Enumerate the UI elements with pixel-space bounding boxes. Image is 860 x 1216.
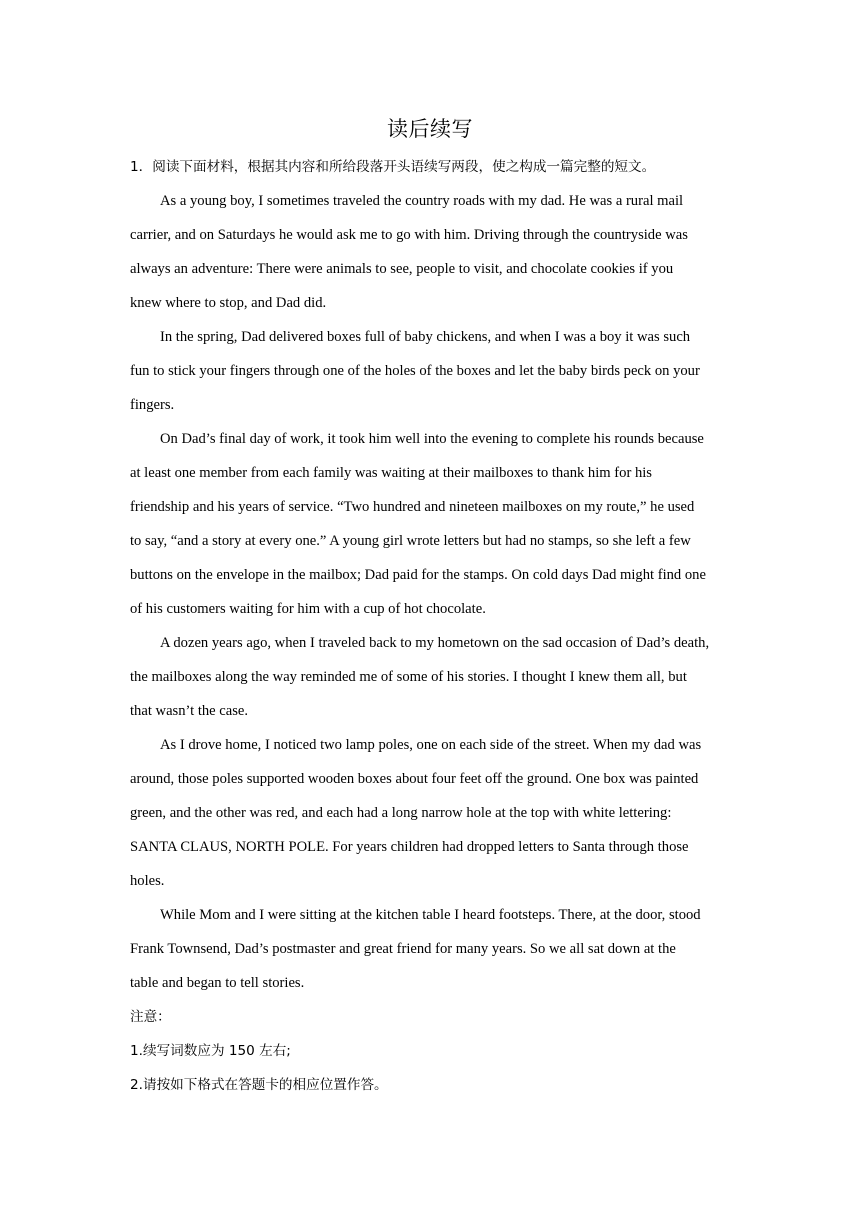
page-title: 读后续写 bbox=[387, 117, 473, 141]
text-line: 2.请按如下格式在答题卡的相应位置作答。 bbox=[130, 1077, 388, 1093]
text-line: A dozen years ago, when I traveled back to my hometown on the sad occasion of Dad’s death, bbox=[160, 635, 710, 651]
text-line: fun to stick your fingers through one of the holes of the boxes and let the baby birds peck on your bbox=[130, 363, 700, 379]
text-line: around, those poles supported wooden boxes about four feet off the ground. One box was painted bbox=[130, 771, 699, 787]
text-line: buttons on the envelope in the mailbox; Dad paid for the stamps. On cold days Dad might find one bbox=[130, 567, 706, 583]
text-line: green, and the other was red, and each had a long narrow hole at the top with white lettering: bbox=[130, 805, 672, 821]
text-line: that wasn’t the case. bbox=[130, 703, 249, 719]
text-line: holes. bbox=[130, 873, 165, 889]
text-line: friendship and his years of service. “Two hundred and nineteen mailboxes on my route,” he used bbox=[130, 499, 695, 515]
document-body bbox=[130, 155, 730, 1107]
text-line: As a young boy, I sometimes traveled the country roads with my dad. He was a rural mail bbox=[160, 193, 684, 209]
text-line: SANTA CLAUS, NORTH POLE. For years children had dropped letters to Santa through those bbox=[130, 839, 689, 855]
text-line: In the spring, Dad delivered boxes full of baby chickens, and when I was a boy it was such bbox=[160, 329, 691, 345]
text-line: of his customers waiting for him with a cup of hot chocolate. bbox=[130, 601, 486, 617]
text-line: table and began to tell stories. bbox=[130, 975, 305, 991]
text-line: always an adventure: There were animals to see, people to visit, and chocolate cookies if you bbox=[130, 261, 674, 277]
text-line: carrier, and on Saturdays he would ask me to go with him. Driving through the countryside was bbox=[130, 227, 688, 243]
text-line: While Mom and I were sitting at the kitchen table I heard footsteps. There, at the door, stood bbox=[160, 907, 701, 923]
text-line: 注意： bbox=[130, 1009, 171, 1025]
text-line: knew where to stop, and Dad did. bbox=[130, 295, 327, 311]
text-line: to say, “and a story at every one.” A young girl wrote letters but had no stamps, so she left a few bbox=[130, 533, 691, 549]
text-line: On Dad’s final day of work, it took him well into the evening to complete his rounds because bbox=[160, 431, 704, 447]
text-line: 1.续写词数应为 150 左右; bbox=[130, 1043, 291, 1059]
text-line: 1．阅读下面材料，根据其内容和所给段落开头语续写两段，使之构成一篇完整的短文。 bbox=[130, 159, 656, 175]
text-line: at least one member from each family was waiting at their mailboxes to thank him for his bbox=[130, 465, 652, 481]
text-line: As I drove home, I noticed two lamp poles, one on each side of the street. When my dad was bbox=[160, 737, 702, 753]
text-line: fingers. bbox=[130, 397, 175, 413]
text-line: the mailboxes along the way reminded me of some of his stories. I thought I knew them all, but bbox=[130, 669, 687, 685]
text-line: Frank Townsend, Dad’s postmaster and great friend for many years. So we all sat down at the bbox=[130, 941, 676, 957]
